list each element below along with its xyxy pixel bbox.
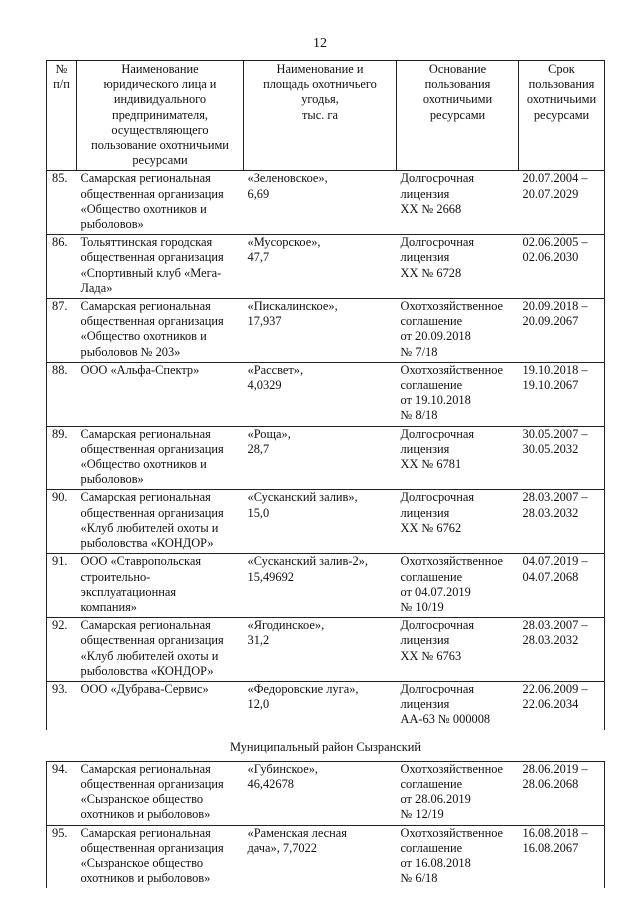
row-number: 88.	[47, 362, 77, 426]
basis-cell	[397, 490, 519, 554]
text-line: № 7/18	[400, 344, 438, 359]
text-line: «Общество охотников и	[80, 201, 207, 216]
row-number: 90.	[47, 490, 77, 554]
text-line: рыболовов»	[80, 217, 144, 232]
text-line: общественная организация	[80, 314, 224, 329]
text-line: ХХ № 6763	[400, 648, 462, 663]
text-line: лицензия	[400, 633, 450, 648]
text-line: Срок	[548, 62, 575, 76]
text-line: ХХ № 6781	[400, 457, 462, 472]
text-line: 15,0	[247, 505, 270, 520]
text-line: соглашение	[400, 378, 463, 393]
text-line: Тольяттинская городская	[80, 235, 213, 250]
table-row	[47, 426, 605, 490]
text-line: Самарская региональная	[80, 618, 211, 633]
basis-cell	[397, 171, 519, 235]
term-cell	[519, 681, 605, 729]
text-line: «Ягодинское»,	[247, 618, 325, 633]
land-cell	[244, 171, 397, 235]
text-line: от 04.07.2019	[400, 584, 471, 599]
table-row	[47, 825, 605, 888]
text-line: 6,69	[247, 186, 270, 201]
hunting-grounds-table	[46, 60, 605, 888]
text-line: «Федоровские луга»,	[247, 681, 359, 696]
text-line: «Пискалинское»,	[247, 299, 338, 314]
text-line: «Роща»,	[247, 426, 291, 441]
term-cell	[519, 426, 605, 490]
text-line: рыболовов № 203»	[80, 344, 181, 359]
term-cell	[519, 362, 605, 426]
text-line: 30.05.2032	[522, 441, 579, 456]
basis-cell	[397, 554, 519, 618]
text-line: ХХ № 6762	[400, 520, 462, 535]
term-cell	[519, 171, 605, 235]
text-line: ресурсами	[533, 107, 590, 122]
text-line: Охотхозяйственное	[400, 761, 504, 776]
land-cell	[244, 362, 397, 426]
text-line: общественная организация	[80, 633, 224, 648]
text-line: № 8/18	[400, 408, 438, 423]
row-number: 89.	[47, 426, 77, 490]
text-line: лицензия	[400, 505, 450, 520]
table-row	[47, 681, 605, 729]
text-line: соглашение	[400, 569, 463, 584]
text-line: 16.08.2018 –	[522, 825, 588, 840]
text-line: «Сусканский залив»,	[247, 490, 358, 505]
text-line: 28.03.2007 –	[522, 490, 588, 505]
entity-cell	[77, 426, 244, 490]
row-number: 94.	[47, 761, 77, 825]
row-number: 93.	[47, 681, 77, 729]
text-line: Долгосрочная	[400, 235, 475, 250]
text-line: рыболовства «КОНДОР»	[80, 536, 214, 551]
text-line: 20.09.2067	[522, 314, 579, 329]
text-line: 28.03.2007 –	[522, 618, 588, 633]
text-line: рыболовов»	[80, 472, 144, 487]
land-cell	[244, 618, 397, 682]
text-line: угодья,	[301, 92, 339, 107]
text-line: 20.09.2018 –	[522, 299, 588, 314]
text-line: от 16.08.2018	[400, 855, 471, 870]
text-line: лицензия	[400, 697, 450, 712]
row-number: 87.	[47, 299, 77, 363]
term-cell	[519, 235, 605, 299]
text-line: Охотхозяйственное	[400, 299, 504, 314]
basis-cell	[397, 761, 519, 825]
text-line: Самарская региональная	[80, 490, 211, 505]
header-land	[244, 61, 397, 171]
land-cell	[244, 761, 397, 825]
text-line: пользование охотничьими	[91, 138, 229, 153]
text-line: «Общество охотников и	[80, 329, 207, 344]
text-line: компания»	[80, 599, 137, 614]
text-line: ХХ № 2668	[400, 201, 462, 216]
header-number	[47, 61, 77, 171]
text-line: 20.07.2029	[522, 186, 579, 201]
header-entity	[77, 61, 244, 171]
text-line: лицензия	[400, 186, 450, 201]
basis-cell	[397, 681, 519, 729]
text-line: соглашение	[400, 840, 463, 855]
text-line: № 6/18	[400, 871, 438, 886]
table-row	[47, 554, 605, 618]
text-line: Охотхозяйственное	[400, 825, 504, 840]
text-line: 46,42678	[247, 776, 294, 791]
text-line: строительно-	[80, 569, 151, 584]
text-line: осуществляющего	[111, 122, 209, 137]
text-line: «Мусорское»,	[247, 235, 321, 250]
table-row	[47, 761, 605, 825]
text-line: «Зеленовское»,	[247, 171, 328, 186]
text-line: «Общество охотников и	[80, 457, 207, 472]
entity-cell	[77, 362, 244, 426]
term-cell	[519, 618, 605, 682]
entity-cell	[77, 235, 244, 299]
header-term	[519, 61, 605, 171]
table-row	[47, 618, 605, 682]
text-line: индивидуального	[113, 92, 207, 107]
text-line: ХХ № 6728	[400, 265, 462, 280]
table-header-row	[47, 61, 605, 171]
header-basis	[397, 61, 519, 171]
text-line: п/п	[53, 77, 70, 92]
entity-cell	[77, 681, 244, 729]
text-line: пользования	[424, 77, 491, 92]
text-line: площадь охотничьего	[263, 77, 377, 92]
text-line: № 10/19	[400, 599, 444, 614]
text-line: «Сызранское общество	[80, 792, 204, 807]
section-row	[47, 730, 605, 762]
row-number: 92.	[47, 618, 77, 682]
term-cell	[519, 761, 605, 825]
text-line: «Сызранское общество	[80, 855, 204, 870]
entity-cell	[77, 761, 244, 825]
entity-cell	[77, 299, 244, 363]
text-line: рыболовства «КОНДОР»	[80, 663, 214, 678]
text-line: Лада»	[80, 280, 113, 295]
text-line: Охотхозяйственное	[400, 362, 504, 377]
basis-cell	[397, 362, 519, 426]
text-line: общественная организация	[80, 505, 224, 520]
text-line: 19.10.2018 –	[522, 362, 588, 377]
land-cell	[244, 554, 397, 618]
text-line: 02.06.2030	[522, 250, 579, 265]
text-line: Охотхозяйственное	[400, 554, 504, 569]
text-line: предпринимателя,	[111, 107, 208, 122]
text-line: ООО «Ставропольская	[80, 554, 202, 569]
text-line: «Клуб любителей охоты и	[80, 520, 219, 535]
text-line: 19.10.2067	[522, 378, 579, 393]
entity-cell	[77, 171, 244, 235]
table-row	[47, 490, 605, 554]
text-line: АА-63 № 000008	[400, 712, 491, 727]
text-line: ООО «Дубрава-Сервис»	[80, 681, 209, 696]
entity-cell	[77, 490, 244, 554]
land-cell	[244, 490, 397, 554]
text-line: общественная организация	[80, 776, 224, 791]
text-line: дача», 7,7022	[247, 840, 318, 855]
land-cell	[244, 681, 397, 729]
table-row	[47, 299, 605, 363]
text-line: «Раменская лесная	[247, 825, 348, 840]
row-number: 95.	[47, 825, 77, 888]
table-row	[47, 171, 605, 235]
text-line: № 12/19	[400, 807, 444, 822]
text-line: Самарская региональная	[80, 426, 211, 441]
text-line: охотников и рыболовов»	[80, 807, 211, 822]
text-line: ресурсами	[429, 107, 486, 122]
text-line: 28.06.2019 –	[522, 761, 588, 776]
text-line: общественная организация	[80, 186, 224, 201]
text-line: охотничьими	[422, 92, 493, 107]
text-line: «Губинское»,	[247, 761, 319, 776]
text-line: Долгосрочная	[400, 171, 475, 186]
text-line: Самарская региональная	[80, 299, 211, 314]
term-cell	[519, 490, 605, 554]
text-line: общественная организация	[80, 840, 224, 855]
section-title: Муниципальный район Сызранский	[229, 739, 422, 754]
text-line: 16.08.2067	[522, 840, 579, 855]
text-line: Долгосрочная	[400, 426, 475, 441]
text-line: охотничьими	[526, 92, 597, 107]
basis-cell	[397, 825, 519, 888]
text-line: общественная организация	[80, 441, 224, 456]
basis-cell	[397, 235, 519, 299]
text-line: 22.06.2034	[522, 697, 579, 712]
text-line: 22.06.2009 –	[522, 681, 588, 696]
text-line: Долгосрочная	[400, 618, 475, 633]
text-line: 30.05.2007 –	[522, 426, 588, 441]
basis-cell	[397, 299, 519, 363]
text-line: 04.07.2019 –	[522, 554, 588, 569]
text-line: 15,49692	[247, 569, 294, 584]
land-cell	[244, 235, 397, 299]
text-line: Самарская региональная	[80, 825, 211, 840]
text-line: №	[55, 62, 68, 76]
text-line: 28.06.2068	[522, 776, 579, 791]
text-line: «Рассвет»,	[247, 362, 304, 377]
text-line: охотников и рыболовов»	[80, 871, 211, 886]
text-line: Самарская региональная	[80, 171, 211, 186]
term-cell	[519, 825, 605, 888]
land-cell	[244, 825, 397, 888]
text-line: Долгосрочная	[400, 490, 475, 505]
text-line: от 28.06.2019	[400, 792, 471, 807]
text-line: соглашение	[400, 776, 463, 791]
row-number: 86.	[47, 235, 77, 299]
basis-cell	[397, 618, 519, 682]
text-line: 31,2	[247, 633, 270, 648]
text-line: юридического лица и	[103, 77, 217, 92]
term-cell	[519, 299, 605, 363]
text-line: ООО «Альфа-Спектр»	[80, 362, 200, 377]
text-line: лицензия	[400, 441, 450, 456]
text-line: Долгосрочная	[400, 681, 475, 696]
text-line: от 20.09.2018	[400, 329, 471, 344]
text-line: «Спортивный клуб «Мега-	[80, 265, 222, 280]
text-line: 12,0	[247, 697, 270, 712]
text-line: 02.06.2005 –	[522, 235, 588, 250]
text-line: 28.03.2032	[522, 505, 579, 520]
text-line: Наименование и	[276, 62, 364, 76]
text-line: 04.07.2068	[522, 569, 579, 584]
text-line: от 19.10.2018	[400, 393, 471, 408]
text-line: соглашение	[400, 314, 463, 329]
row-number: 85.	[47, 171, 77, 235]
text-line: Основание	[428, 62, 487, 76]
entity-cell	[77, 825, 244, 888]
term-cell	[519, 554, 605, 618]
text-line: 47,7	[247, 250, 270, 265]
text-line: 20.07.2004 –	[522, 171, 588, 186]
text-line: лицензия	[400, 250, 450, 265]
text-line: Самарская региональная	[80, 761, 211, 776]
table-row	[47, 235, 605, 299]
text-line: тыс. га	[301, 107, 339, 122]
text-line: пользования	[528, 77, 595, 92]
text-line: 28.03.2032	[522, 633, 579, 648]
land-cell	[244, 299, 397, 363]
text-line: 28,7	[247, 441, 270, 456]
text-line: «Сусканский залив-2»,	[247, 554, 368, 569]
text-line: Наименование	[121, 62, 199, 76]
text-line: «Клуб любителей охоты и	[80, 648, 219, 663]
basis-cell	[397, 426, 519, 490]
page-number: 12	[313, 36, 327, 51]
text-line: 4,0329	[247, 378, 282, 393]
text-line: ресурсами	[132, 153, 188, 168]
entity-cell	[77, 618, 244, 682]
text-line: 17,937	[247, 314, 282, 329]
land-cell	[244, 426, 397, 490]
text-line: общественная организация	[80, 250, 224, 265]
row-number: 91.	[47, 554, 77, 618]
entity-cell	[77, 554, 244, 618]
table-row	[47, 362, 605, 426]
text-line: эксплуатационная	[80, 584, 177, 599]
